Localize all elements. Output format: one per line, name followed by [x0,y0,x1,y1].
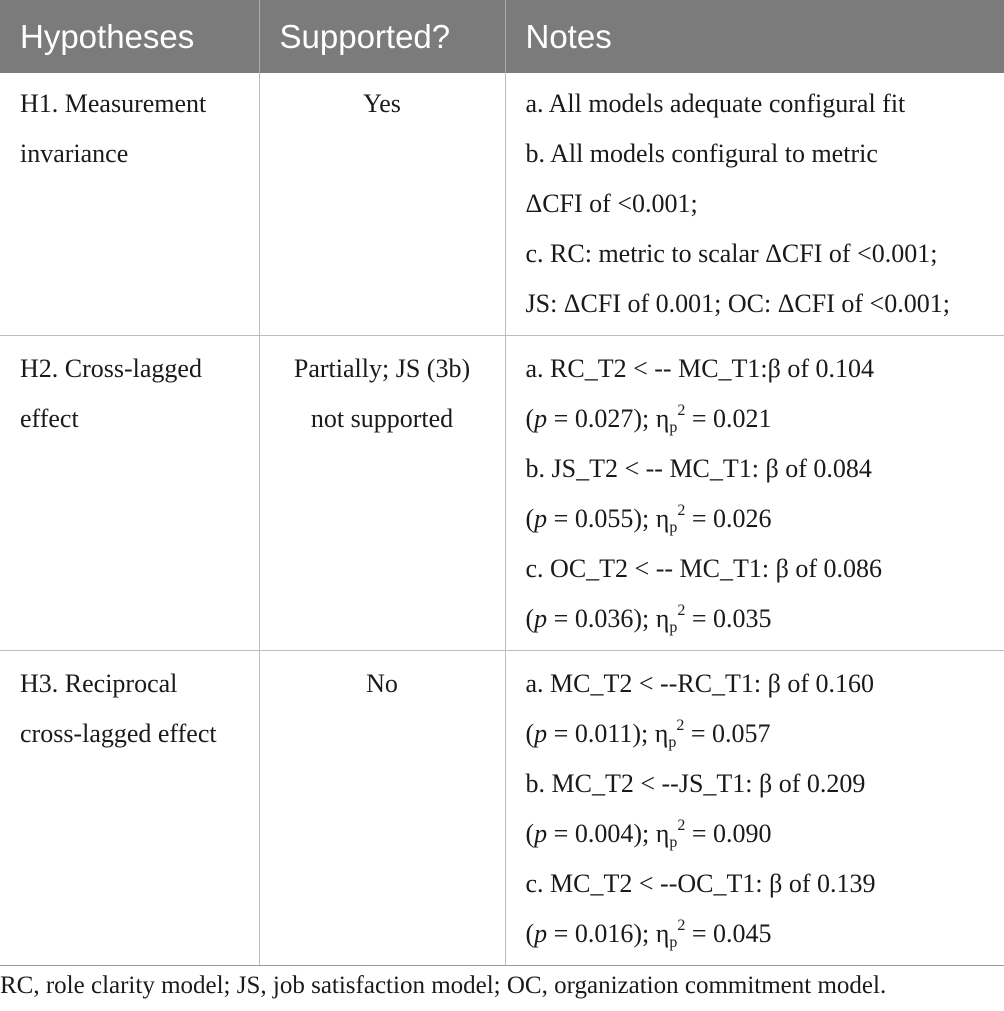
notes-text: ( [525,504,535,533]
notes-text: p [669,419,678,436]
notes-text: 2 [677,502,686,519]
table-body [0,73,1004,966]
supported-line: not supported [310,404,454,433]
hypothesis-cell [0,336,259,651]
supported-cell [259,73,505,336]
notes-line [526,279,995,329]
notes-line [526,444,995,494]
notes-text: = 0.004); η [547,819,670,848]
notes-line [526,859,995,909]
notes-text: p [534,604,548,633]
notes-line [526,759,995,809]
notes-text: ( [525,719,535,748]
notes-text: a. All models adequate configural fit [525,89,906,118]
notes-text: b. All models configural to metric [525,139,878,168]
notes-line [526,129,995,179]
notes-text: 2 [677,602,686,619]
notes-text: 2 [677,817,686,834]
notes-text: p [534,719,548,748]
notes-text: p [668,734,677,751]
notes-line [526,909,995,959]
notes-text: b. MC_T2 < --JS_T1: β of 0.209 [525,769,866,798]
notes-line [526,544,995,594]
notes-text: = 0.016); η [547,919,670,948]
notes-line [526,229,995,279]
header-row [0,0,1004,73]
notes-text: = 0.055); η [547,504,670,533]
notes-line [526,394,995,444]
notes-text: 2 [677,402,686,419]
notes-line [526,494,995,544]
notes-text: a. RC_T2 < -- MC_T1:β of 0.104 [525,354,875,383]
notes-text: JS: ΔCFI of 0.001; OC: ΔCFI of <0.001; [525,289,950,318]
notes-text: p [669,519,678,536]
table-row [0,651,1004,966]
notes-cell [505,73,1004,336]
hypothesis-line: effect [20,404,79,433]
notes-cell [505,651,1004,966]
notes-line [526,79,995,129]
notes-cell [505,336,1004,651]
notes-text: = 0.027); η [547,404,670,433]
notes-line [526,344,995,394]
notes-text: c. OC_T2 < -- MC_T1: β of 0.086 [525,554,882,583]
notes-line [526,809,995,859]
notes-text: = 0.011); η [547,719,669,748]
notes-text: ΔCFI of <0.001; [525,189,698,218]
notes-text: 2 [676,717,685,734]
notes-text: p [669,619,678,636]
hypothesis-cell [0,651,259,966]
notes-text: p [534,819,548,848]
table-header [0,0,1004,73]
hypothesis-line: H1. Measurement [20,89,207,118]
supported-cell [259,336,505,651]
notes-text: p [534,404,548,433]
notes-text: c. RC: metric to scalar ΔCFI of <0.001; [525,239,938,268]
supported-line: Partially; JS (3b) [293,354,471,383]
notes-text: ( [525,919,535,948]
notes-line [526,594,995,644]
notes-text: = 0.090 [685,819,772,848]
notes-text: b. JS_T2 < -- MC_T1: β of 0.084 [525,454,872,483]
supported-line: No [366,669,398,698]
notes-text: = 0.026 [685,504,772,533]
notes-text: = 0.036); η [547,604,670,633]
notes-text: 2 [677,917,686,934]
table-row [0,73,1004,336]
notes-line [526,709,995,759]
table-footnote: RC, role clarity model; JS, job satisfaction model; OC, organization commitment model. [0,972,887,999]
notes-text: = 0.057 [684,719,771,748]
notes-text: ( [525,604,535,633]
notes-text: = 0.045 [685,919,772,948]
notes-text: p [534,504,548,533]
notes-line [526,179,995,229]
hypothesis-line: H2. Cross-lagged [20,354,202,383]
supported-cell [259,651,505,966]
notes-text: ( [525,819,535,848]
notes-line [526,659,995,709]
notes-text: = 0.021 [685,404,772,433]
supported-line: Yes [363,89,401,118]
table-row [0,336,1004,651]
notes-text: p [534,919,548,948]
notes-text: ( [525,404,535,433]
header-hypotheses: Hypotheses [0,0,259,73]
hypothesis-line: invariance [20,139,129,168]
notes-text: c. MC_T2 < --OC_T1: β of 0.139 [525,869,876,898]
notes-text: = 0.035 [685,604,772,633]
hypothesis-line: cross-lagged effect [20,719,217,748]
header-supported: Supported? [259,0,505,73]
notes-text: a. MC_T2 < --RC_T1: β of 0.160 [525,669,875,698]
hypothesis-cell [0,73,259,336]
hypothesis-line: H3. Reciprocal [20,669,178,698]
header-notes: Notes [505,0,1004,73]
notes-text: p [669,834,678,851]
notes-text: p [669,934,678,951]
